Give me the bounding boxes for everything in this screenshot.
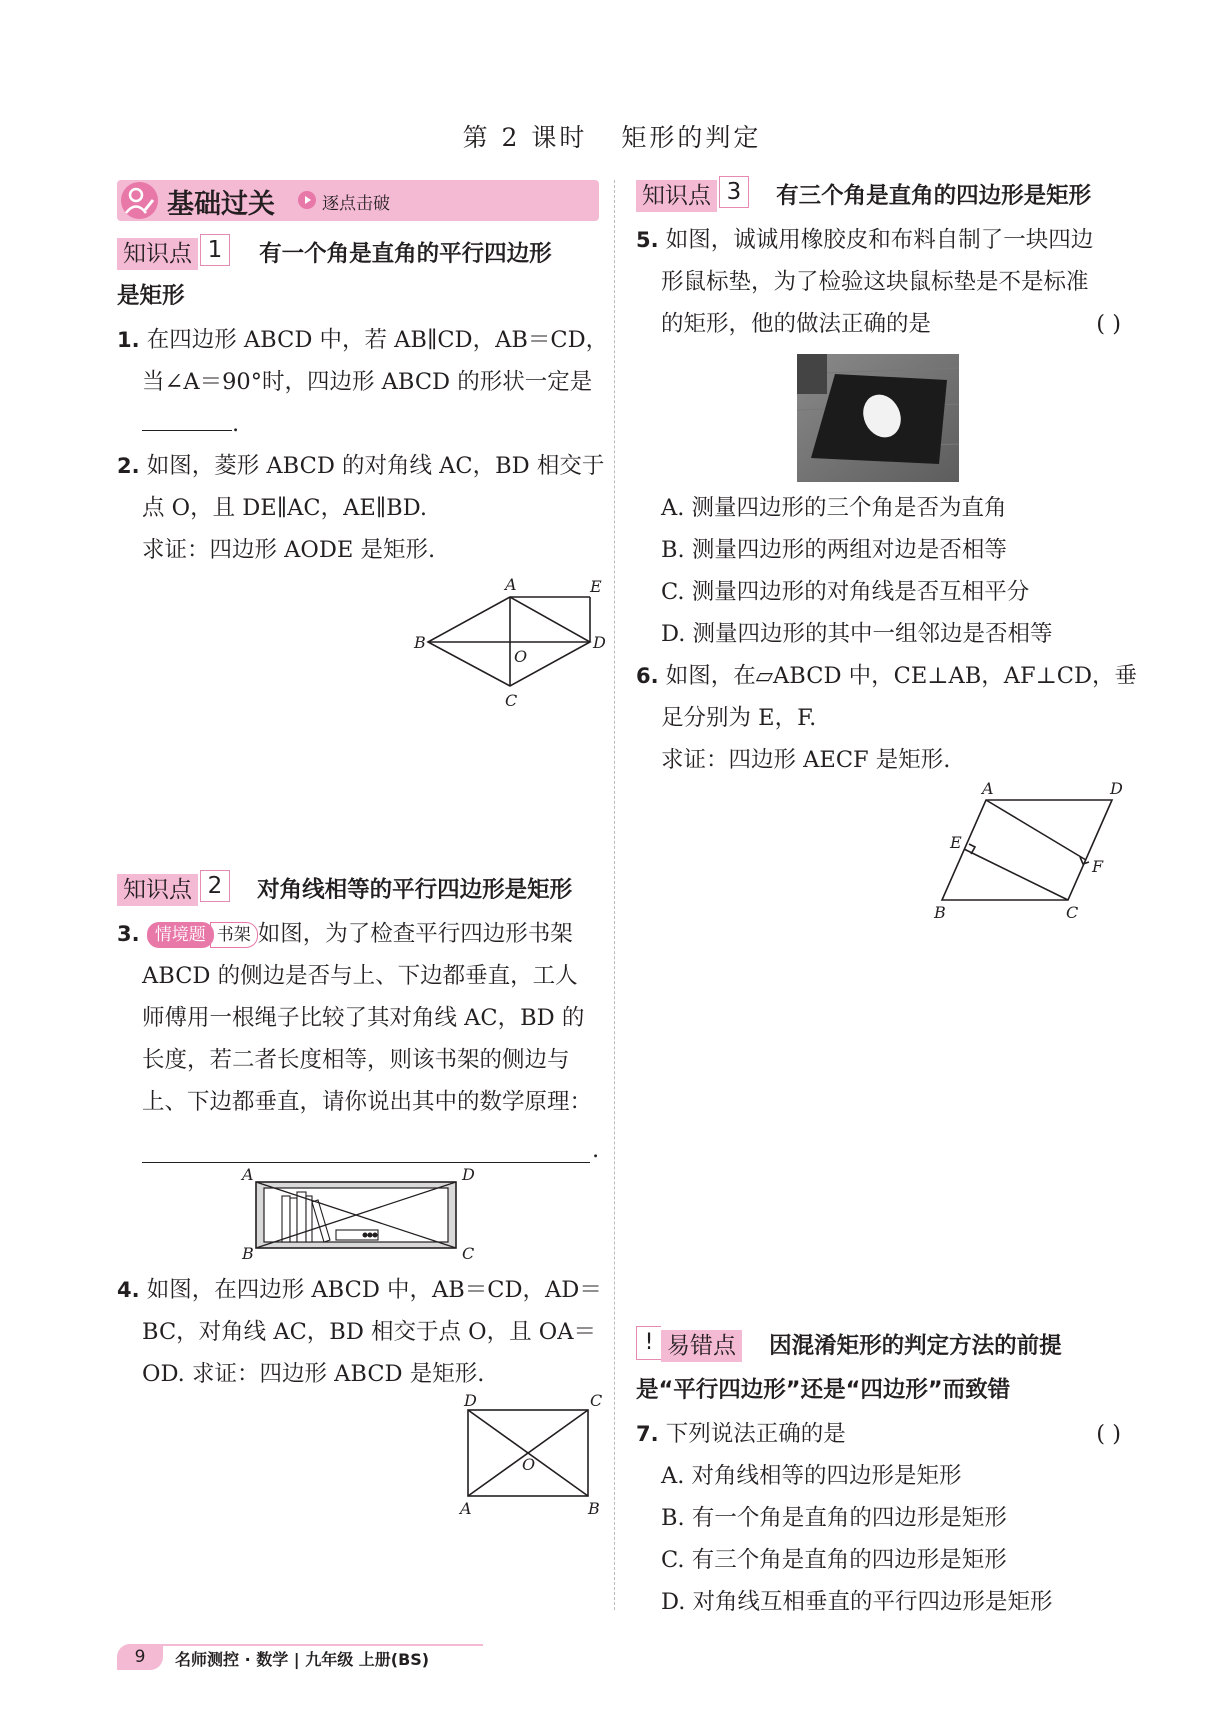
label-b: B xyxy=(242,1244,254,1260)
lesson-title: 矩形的判定 xyxy=(621,123,762,152)
q5-text: 如图，诚诚用橡胶皮和布料自制了一块四边 xyxy=(665,227,1094,253)
q5-line3 xyxy=(661,304,1121,345)
q7-text: 下列说法正确的是 xyxy=(665,1421,846,1447)
label-f: F xyxy=(1092,857,1104,876)
q7-line1 xyxy=(636,1414,1121,1455)
page-number: 9 xyxy=(134,1647,146,1667)
q2-text: 如图，菱形 ABCD 的对角线 AC，BD 相交于 xyxy=(146,453,605,479)
question-number: 3. xyxy=(117,922,140,946)
column-divider xyxy=(614,180,615,1610)
kp-number: 2 xyxy=(200,870,230,902)
answer-bracket[interactable]: ( ) xyxy=(1096,311,1121,337)
label-a: A xyxy=(242,1168,254,1184)
label-b: B xyxy=(934,903,946,920)
q1-text: 在四边形 ABCD 中，若 AB∥CD，AB＝CD， xyxy=(146,327,609,353)
footer-text: 名师测控 · 数学 | 九年级 上册(BS) xyxy=(175,1650,430,1669)
kp-label: 知识点 xyxy=(636,180,717,212)
label-d: D xyxy=(462,1168,475,1184)
q3-line4: 长度，若二者长度相等，则该书架的侧边与 xyxy=(142,1047,570,1073)
section-title: 基础过关 xyxy=(167,189,275,220)
q6-line1 xyxy=(636,656,1137,697)
label-d: D xyxy=(1110,779,1123,798)
kp-title: 对角线相等的平行四边形是矩形 xyxy=(257,877,573,903)
label-c: C xyxy=(1066,903,1079,920)
section-banner xyxy=(117,180,599,221)
err-heading xyxy=(636,1326,1062,1367)
label-d: D xyxy=(593,633,606,652)
q6-line2: 足分别为 E，F. xyxy=(661,705,817,731)
q7-option-d[interactable]: D. 对角线互相垂直的平行四边形是矩形 xyxy=(661,1589,1053,1615)
kp-number: 1 xyxy=(200,234,230,266)
q5-option-a[interactable]: A. 测量四边形的三个角是否为直角 xyxy=(661,495,1007,521)
question-number: 4. xyxy=(117,1278,140,1302)
q3-bookshelf-figure xyxy=(240,1168,480,1260)
q2-line1 xyxy=(117,446,604,487)
question-number: 1. xyxy=(117,328,140,352)
label-e: E xyxy=(950,833,962,852)
footer-rule xyxy=(163,1644,483,1646)
q3-line5: 上、下边都垂直，请你说出其中的数学原理： xyxy=(142,1089,593,1115)
mouse-pad-photo xyxy=(797,354,959,482)
question-number: 2. xyxy=(117,454,140,478)
device-corner xyxy=(797,354,827,394)
q7-option-a[interactable]: A. 对角线相等的四边形是矩形 xyxy=(661,1463,962,1489)
kp-title: 有三个角是直角的四边形是矩形 xyxy=(776,183,1092,209)
kp1-heading xyxy=(117,234,552,275)
q5-text: 的矩形，他的做法正确的是 xyxy=(661,311,932,337)
q4-text: 如图，在四边形 ABCD 中，AB＝CD，AD＝ xyxy=(146,1277,602,1303)
label-b: B xyxy=(588,1499,600,1517)
q1-line3 xyxy=(142,404,239,445)
label-b: B xyxy=(414,633,426,652)
lesson-number: 第 2 课时 xyxy=(462,123,588,152)
err-title-cont: 是“平行四边形”还是“四边形”而致错 xyxy=(636,1377,1011,1403)
label-c: C xyxy=(462,1244,475,1260)
play-icon xyxy=(298,191,316,209)
page-number-badge xyxy=(117,1644,163,1670)
kp3-heading xyxy=(636,176,1091,217)
q5-option-c[interactable]: C. 测量四边形的对角线是否互相平分 xyxy=(661,579,1030,605)
period: . xyxy=(232,411,240,437)
q3-text: 如图，为了检查平行四边形书架 xyxy=(257,921,573,947)
err-label: 易错点 xyxy=(661,1330,742,1362)
q7-option-b[interactable]: B. 有一个角是直角的四边形是矩形 xyxy=(661,1505,1007,1531)
answer-bracket[interactable]: ( ) xyxy=(1096,1421,1121,1447)
topic-tag: 书架 xyxy=(210,922,258,948)
person-pen-icon xyxy=(121,182,158,219)
q4-line1 xyxy=(117,1270,602,1311)
label-o: O xyxy=(522,1455,536,1474)
answer-blank[interactable] xyxy=(142,404,232,431)
label-a: A xyxy=(460,1499,472,1517)
question-number: 5. xyxy=(636,228,659,252)
segment-af xyxy=(986,800,1086,860)
label-e: E xyxy=(590,577,602,596)
label-c: C xyxy=(590,1392,603,1410)
kp-label: 知识点 xyxy=(117,874,198,906)
kp1-title-cont: 是矩形 xyxy=(117,283,185,309)
q6-text: 如图，在▱ABCD 中，CE⊥AB，AF⊥CD，垂 xyxy=(665,663,1138,689)
q5-option-b[interactable]: B. 测量四边形的两组对边是否相等 xyxy=(661,537,1007,563)
q5-line2: 形鼠标垫，为了检验这块鼠标垫是不是标准 xyxy=(661,269,1089,295)
scenario-tag: 情境题 xyxy=(147,922,214,948)
q4-figure xyxy=(450,1392,610,1517)
kp-title: 有一个角是直角的平行四边形 xyxy=(259,241,552,267)
period: . xyxy=(592,1137,600,1163)
label-o: O xyxy=(514,647,528,666)
footer xyxy=(117,1644,487,1672)
q3-line1 xyxy=(117,914,573,955)
q6-line3: 求证：四边形 AECF 是矩形. xyxy=(661,747,951,773)
q4-line3: OD. 求证：四边形 ABCD 是矩形. xyxy=(142,1361,485,1387)
warning-icon: ! xyxy=(636,1326,661,1360)
q3-line2: ABCD 的侧边是否与上、下边都垂直，工人 xyxy=(142,963,578,989)
label-a: A xyxy=(982,779,994,798)
q1-line2: 当∠A＝90°时，四边形 ABCD 的形状一定是 xyxy=(142,369,593,395)
kp2-heading xyxy=(117,870,572,911)
book xyxy=(282,1196,290,1242)
label-d: D xyxy=(464,1392,477,1410)
section-subtitle: 逐点击破 xyxy=(322,194,390,214)
q2-line3: 求证：四边形 AODE 是矩形. xyxy=(142,537,436,563)
q3-answer-line[interactable] xyxy=(142,1162,590,1163)
page-title xyxy=(0,118,1224,154)
q5-line1 xyxy=(636,220,1093,261)
q4-line2: BC，对角线 AC，BD 相交于点 O，且 OA＝ xyxy=(142,1319,596,1345)
book xyxy=(306,1196,312,1242)
q1-line1 xyxy=(117,320,608,361)
kp-label: 知识点 xyxy=(117,238,198,270)
question-number: 6. xyxy=(636,664,659,688)
q2-line2: 点 O，且 DE∥AC，AE∥BD. xyxy=(142,495,428,521)
q6-figure xyxy=(920,778,1130,920)
q2-figure xyxy=(410,570,610,720)
question-number: 7. xyxy=(636,1422,659,1446)
label-a: A xyxy=(505,575,517,594)
q7-option-c[interactable]: C. 有三个角是直角的四边形是矩形 xyxy=(661,1547,1007,1573)
segment-ec xyxy=(964,849,1068,900)
kp-number: 3 xyxy=(719,176,749,208)
q3-line3: 师傅用一根绳子比较了其对角线 AC，BD 的 xyxy=(142,1005,585,1031)
label-c: C xyxy=(505,691,518,710)
err-title: 因混淆矩形的判定方法的前提 xyxy=(769,1333,1062,1359)
q5-option-d[interactable]: D. 测量四边形的其中一组邻边是否相等 xyxy=(661,621,1053,647)
